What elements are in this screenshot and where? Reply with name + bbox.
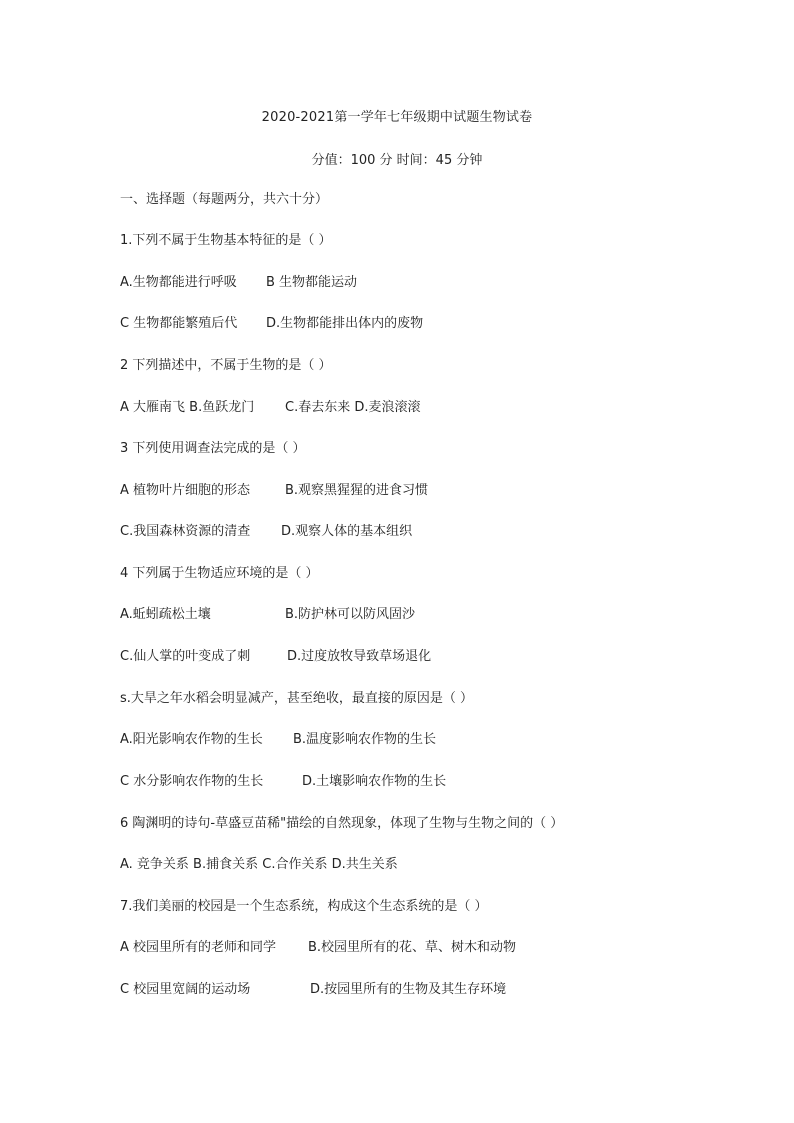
- question-7-option-d: D.按园里所有的生物及其生存环境: [310, 982, 507, 997]
- question-4-option-d: D.过度放牧导致草场退化: [287, 649, 432, 664]
- question-4-option-c: C.仙人掌的叶变成了刺: [120, 649, 251, 664]
- section-heading: 一、选择题（每题两分，共六十分）: [120, 192, 329, 207]
- question-1-stem: 1.下列不属于生物基本特征的是（ ）: [120, 233, 332, 248]
- question-7-option-a: A 校园里所有的老师和同学: [120, 940, 277, 955]
- question-7-option-c: C 校园里宽阔的运动场: [120, 982, 251, 997]
- question-5-option-a: A.阳光影响农作物的生长: [120, 732, 263, 747]
- question-3-stem: 3 下列使用调查法完成的是（ ）: [120, 441, 306, 456]
- question-5-option-c: C 水分影响农作物的生长: [120, 774, 264, 789]
- question-6-stem: 6 陶渊明的诗句-草盛豆苗稀"描绘的自然现象，体现了生物与生物之间的（ ）: [120, 816, 564, 831]
- question-5-stem: s.大旱之年水稻会明显减产，甚至绝收，最直接的原因是（ ）: [120, 691, 474, 706]
- question-2-options-ab: A 大雁南飞 B.鱼跃龙门: [120, 400, 255, 415]
- question-1-option-b: B 生物都能运动: [266, 275, 358, 290]
- question-3-option-d: D.观察人体的基本组织: [281, 524, 413, 539]
- question-7-stem: 7.我们美丽的校园是一个生态系统，构成这个生态系统的是（ ）: [120, 899, 488, 914]
- question-2-stem: 2 下列描述中，不属于生物的是（ ）: [120, 358, 332, 373]
- question-3-option-c: C.我国森林资源的清查: [120, 524, 251, 539]
- question-6-options: A. 竞争关系 B.捕食关系 C.合作关系 D.共生关系: [120, 857, 398, 872]
- question-4-option-a: A.蚯蚓疏松土壤: [120, 607, 211, 622]
- exam-title: 2020-2021第一学年七年级期中试题生物试卷: [261, 110, 533, 125]
- question-4-option-b: B.防护林可以防风固沙: [285, 607, 416, 622]
- question-1-option-d: D.生物都能排出体内的废物: [266, 316, 424, 331]
- exam-score-time: 分值：100 分 时间：45 分钟: [311, 153, 483, 168]
- question-1-option-a: A.生物都能进行呼吸: [120, 275, 237, 290]
- question-3-option-b: B.观察黑猩猩的进食习惯: [285, 483, 429, 498]
- question-3-option-a: A 植物叶片细胞的形态: [120, 483, 251, 498]
- question-5-option-d: D.土壤影响农作物的生长: [302, 774, 447, 789]
- question-2-options-cd: C.春去东来 D.麦浪滚滚: [285, 400, 421, 415]
- question-7-option-b: B.校园里所有的花、草、树木和动物: [308, 940, 517, 955]
- question-4-stem: 4 下列属于生物适应环境的是（ ）: [120, 566, 319, 581]
- question-5-option-b: B.温度影响农作物的生长: [293, 732, 437, 747]
- question-1-option-c: C 生物都能繁殖后代: [120, 316, 238, 331]
